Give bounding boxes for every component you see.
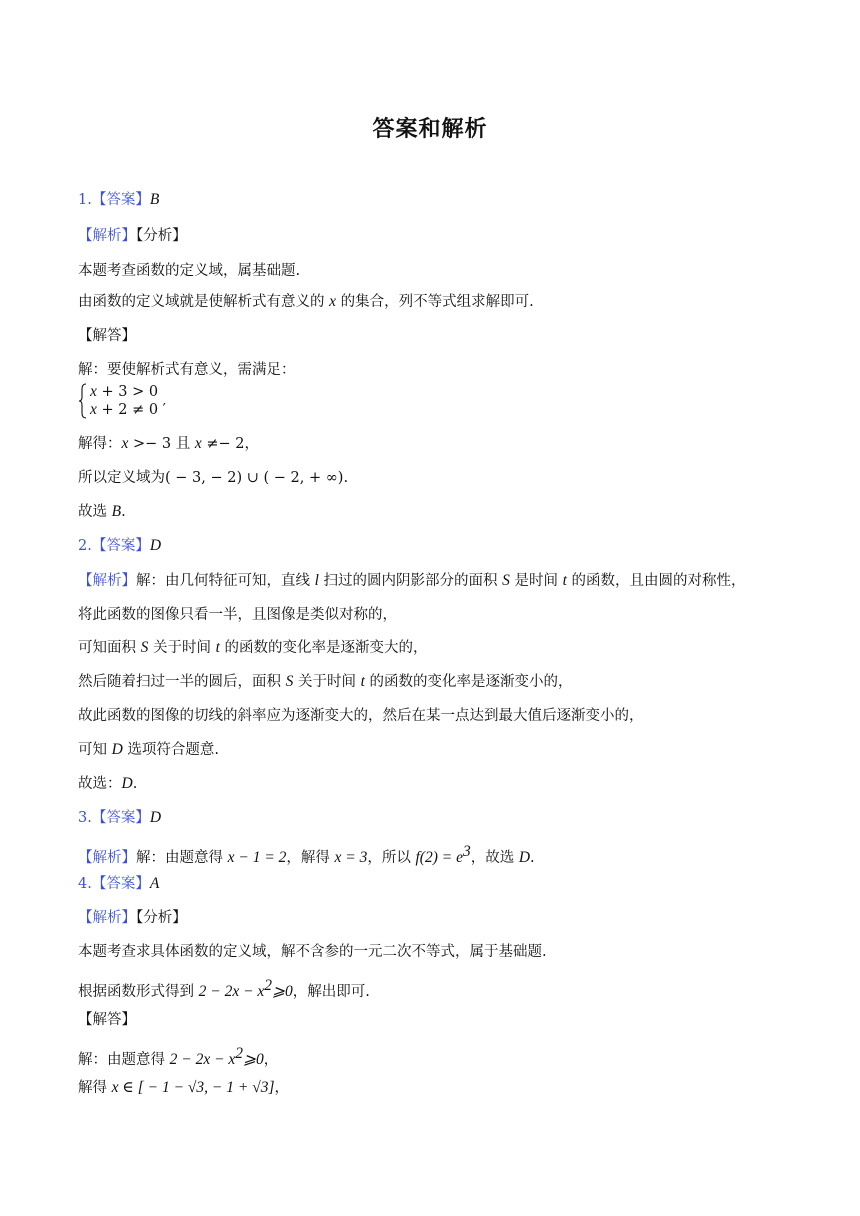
q1-analysis-line-2: 由函数的定义域就是使解析式有意义的 x 的集合，列不等式组求解即可. — [78, 293, 534, 310]
q2-analysis-line-3: 可知面积 S 关于时间 t 的函数的变化率是逐渐变大的， — [78, 639, 428, 656]
q4-analysis-line-1: 本题考查求具体函数的定义域，解不含参的一元二次不等式，属于基础题. — [78, 944, 547, 960]
q4-number: 4. — [78, 876, 92, 892]
q3-answer: D — [149, 809, 162, 826]
q1-answer-tag: 【答案】 — [91, 192, 150, 208]
q2-analysis-line-5: 故此函数的图像的切线的斜率应为逐渐变大的，然后在某一点达到最大值后逐渐变小的， — [78, 708, 644, 724]
q1-domain-line: 所以定义域为( − 3, − 2) ∪ ( − 2, + ∞). — [78, 470, 349, 486]
q2-choice-line: 故选：D. — [78, 775, 138, 792]
q1-choice-line: 故选 B. — [78, 503, 126, 520]
q1-fenxi-tag: 【分析】 — [136, 228, 187, 244]
q4-answer: A — [149, 875, 160, 892]
q1-header — [78, 190, 159, 210]
q1-solution-intro: 解：要使解析式有意义，需满足： — [78, 362, 296, 378]
q2-answer: D — [149, 537, 162, 554]
cases-line-2: x + 2 ≠ 0 ′ — [90, 401, 166, 418]
q2-header: 2.【答案】D — [78, 537, 162, 554]
q1-solve-line: 解得：x >− 3 且 x ≠− 2， — [78, 435, 259, 452]
q4-analysis-line-2: 根据函数形式得到 $2 - 2x - x^2⩾0$，解出即可. — [78, 977, 370, 1000]
cases-brace-icon — [78, 383, 88, 419]
q3-header: 3.【答案】D — [78, 809, 162, 826]
q1-analysis-line-1: 本题考查函数的定义域，属基础题. — [78, 263, 301, 279]
q4-header: 4.【答案】A — [78, 875, 160, 892]
q2-analysis-line-1: 【解析】解：由几何特征可知，直线 l 扫过的圆内阴影部分的面积 S 是时间 t 的函数，且由圆的对称性， — [78, 572, 746, 589]
q1-jiexi-tag: 【解析】 — [78, 228, 136, 244]
q2-analysis-line-4: 然后随着扫过一半的圆后，面积 S 关于时间 t 的函数的变化率是逐渐变小的， — [78, 673, 573, 690]
q3-number: 3. — [78, 810, 92, 826]
q2-number: 2. — [78, 538, 92, 554]
q1-answer: B — [149, 191, 160, 208]
cases-line-1: x + 3 > 0 — [90, 383, 159, 400]
q3-analysis-line: 【解析】解：由题意得 x − 1 = 2，解得 x = 3，所以 $f(2) = e^3$，故选 D. — [78, 843, 535, 866]
q2-analysis-line-2: 将此函数的图像只看一半，且图像是类似对称的， — [78, 607, 397, 623]
q4-jieda-tag: 【解答】 — [78, 1012, 136, 1028]
q4-analysis-header: 【解析】【分析】 — [78, 910, 187, 926]
q2-analysis-line-6: 可知 D 选项符合题意. — [78, 741, 220, 758]
q4-solution-line-2: 解得 x ∈ [ − 1 − √3, − 1 + √3]， — [78, 1079, 290, 1096]
q1-analysis-header — [78, 226, 187, 246]
q1-number: 1. — [78, 192, 92, 208]
q1-jieda-tag: 【解答】 — [78, 328, 136, 344]
q4-solution-line-1: 解：由题意得 $2 - 2x - x^2⩾0$， — [78, 1045, 279, 1068]
page-title: 答案和解析 — [372, 117, 488, 142]
